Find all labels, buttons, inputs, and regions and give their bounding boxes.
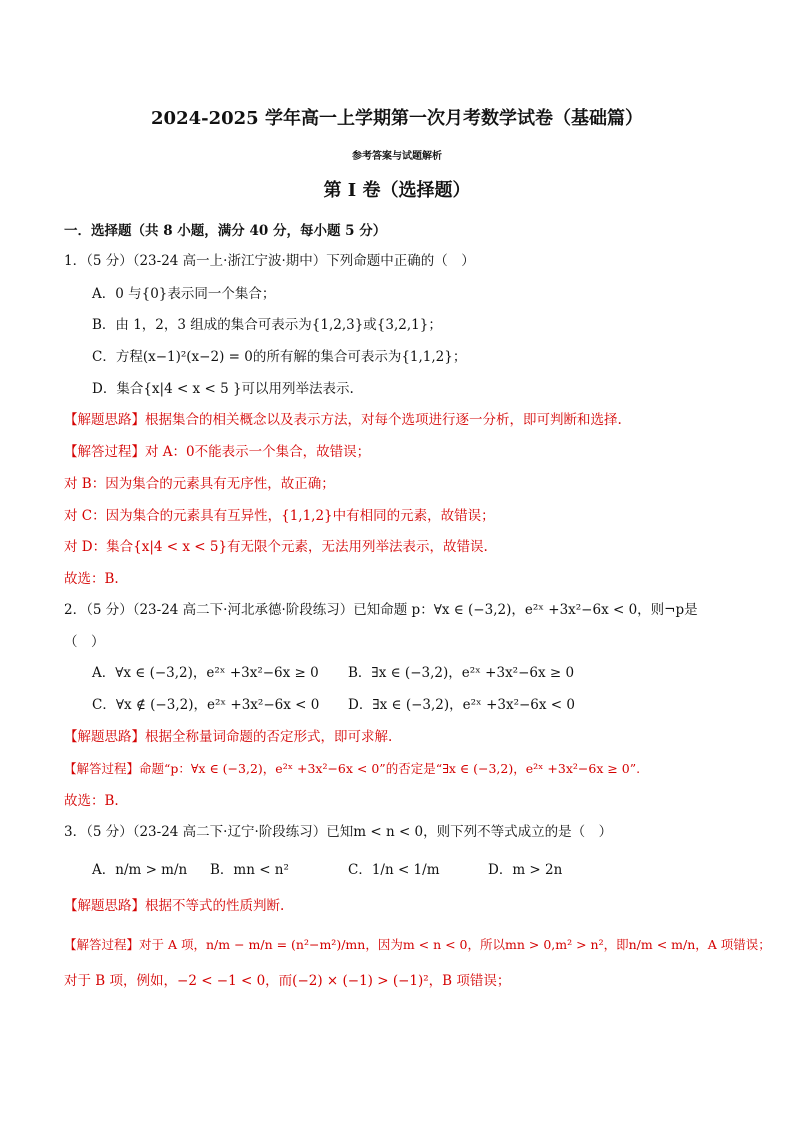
question-2-option-a: A．∀x ∈ (−3,2)，e²ˣ +3x²−6x ≥ 0 — [92, 665, 319, 681]
question-2-process-1: 【解答过程】命题“p：∀x ∈ (−3,2)，e²ˣ +3x²−6x < 0”的否定是“∃x ∈ (−3,2)，e²ˣ +3x²−6x ≥ 0”. — [64, 761, 641, 776]
question-2-stem-cont: （ ） — [64, 634, 105, 650]
question-1-option-b: B．由 1，2，3 组成的集合可表示为{1,2,3}或{3,2,1}； — [92, 317, 442, 333]
document-title: 2024-2025 学年高一上学期第一次月考数学试卷（基础篇） — [151, 108, 643, 129]
question-3-stem: 3．（5 分）（23-24 高二下·辽宁·阶段练习）已知m < n < 0，则下列不等式成立的是（ ） — [64, 824, 613, 840]
question-3-process-2: 对于 B 项，例如，−2 < −1 < 0，而(−2) × (−1) > (−1)²，B 项错误； — [64, 973, 511, 989]
document-subtitle: 参考答案与试题解析 — [352, 151, 442, 162]
question-3-option-b: B．mn < n² — [210, 862, 289, 878]
question-1-option-d: D．集合{x|4 < x < 5 }可以用列举法表示. — [92, 381, 354, 397]
question-3-option-a: A．n/m > m/n — [92, 862, 188, 878]
question-2-thinking: 【解题思路】根据全称量词命题的否定形式，即可求解. — [64, 729, 393, 745]
part-heading: 第 I 卷（选择题） — [323, 180, 471, 201]
question-2-stem: 2．（5 分）（23-24 高二下·河北承德·阶段练习）已知命题 p：∀x ∈ (−3,2)，e²ˣ +3x²−6x < 0，则¬p是 — [64, 602, 698, 618]
question-2-answer: 故选：B. — [64, 793, 119, 809]
question-2-option-c: C．∀x ∉ (−3,2)，e²ˣ +3x²−6x < 0 — [92, 697, 320, 713]
question-1-answer: 故选：B. — [64, 571, 119, 587]
question-1-process-4: 对 D：集合{x|4 < x < 5}有无限个元素，无法用列举法表示，故错误. — [64, 539, 488, 555]
question-2-option-d: D．∃x ∈ (−3,2)，e²ˣ +3x²−6x < 0 — [348, 697, 575, 713]
question-1-stem: 1．（5 分）（23-24 高一上·浙江宁波·期中）下列命题中正确的（ ） — [64, 253, 475, 269]
question-3-option-d: D．m > 2n — [488, 862, 563, 878]
question-1-option-c: C．方程(x−1)²(x−2) = 0的所有解的集合可表示为{1,1,2}； — [92, 349, 467, 365]
section-heading: 一．选择题（共 8 小题，满分 40 分，每小题 5 分） — [64, 223, 387, 239]
question-1-process-2: 对 B：因为集合的元素具有无序性，故正确； — [64, 476, 335, 492]
question-1-process-1: 【解答过程】对 A：0不能表示一个集合，故错误； — [64, 444, 371, 460]
question-3-option-c: C．1/n < 1/m — [348, 862, 440, 878]
question-2-option-b: B．∃x ∈ (−3,2)，e²ˣ +3x²−6x ≥ 0 — [348, 665, 575, 681]
question-3-thinking: 【解题思路】根据不等式的性质判断. — [64, 898, 285, 914]
question-3-process-1: 【解答过程】对于 A 项，n/m − m/n = (n²−m²)/mn，因为m < n < 0，所以mn > 0,m² > n²，即n/m < m/n，A 项错误； — [64, 937, 771, 952]
question-1-thinking: 【解题思路】根据集合的相关概念以及表示方法，对每个选项进行逐一分析，即可判断和选择. — [64, 412, 622, 428]
question-1-process-3: 对 C：因为集合的元素具有互异性，{1,1,2}中有相同的元素，故错误； — [64, 508, 495, 524]
question-1-option-a: A．0 与{0}表示同一个集合； — [92, 286, 276, 302]
